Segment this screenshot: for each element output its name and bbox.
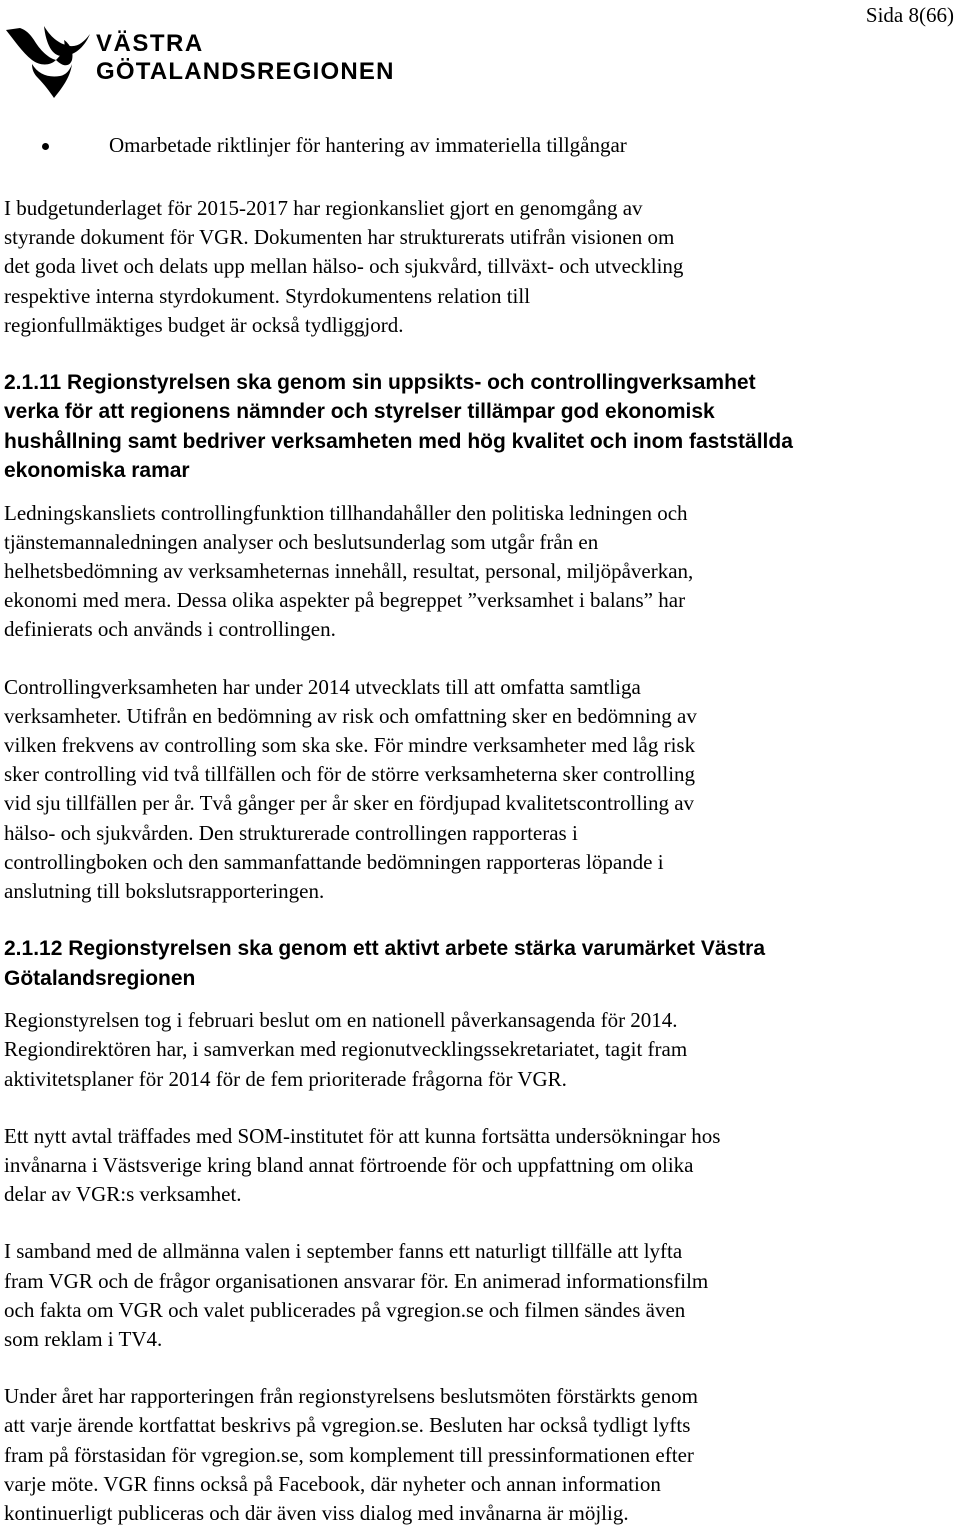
paragraph-budget-underlag: I budgetunderlaget för 2015-2017 har regionkansliet gjort en genomgång av styrande dokument för VGR. Dokumenten har strukturerats utifrån visionen om det goda livet och delats upp mellan hälso- och sjukvård, tillväxt- och utveckling respektive interna styrdokument. Styrdokumentens relation till regionfullmäktiges budget är också tydliggjord. <box>4 196 684 337</box>
paragraph-controllingverksamheten: Controllingverksamheten har under 2014 utvecklats till att omfatta samtliga verksamheter. Utifrån en bedömning av risk och omfattning sker en bedömning av vilken frekvens av controlling som ska ske. För mindre verksamheter med låg risk sker controlling vid två tillfällen och för de större verksamheterna sker controlling vid sju tillfällen per år. Två gånger per år sker en fördjupad kvalitetscontrolling av hälso- och sjukvården. Den strukturerade controllingen rapporteras i controllingboken och den sammanfattande bedömningen rapporteras löpande i anslutning till bokslutsrapporteringen. <box>4 674 697 904</box>
page-number: Sida 8(66) <box>865 3 954 27</box>
logo-line-vastra: VÄSTRA <box>96 30 204 57</box>
paragraph-controllingfunktion: Ledningskansliets controllingfunktion tillhandahåller den politiska ledningen och tjänstemannaledningen analyser och beslutsunderlag som utgår från en helhetsbedömning av verksamheternas innehåll, resultat, personal, miljöpåverkan, ekonomi med mera. Dessa olika aspekter på begreppet ”verksamhet i balans” har definierats och används i controllingen. <box>4 500 694 642</box>
paragraph-allmanna-valen: I samband med de allmänna valen i september fanns ett naturligt tillfälle att lyfta fram VGR och de frågor organisationen ansvarar för. En animerad informationsfilm och fakta om VGR och valet publicerades på vgregion.se och filmen sändes även som reklam i TV4. <box>4 1239 709 1351</box>
organization-logo <box>4 26 395 106</box>
logo-wordmark <box>96 30 395 86</box>
paragraph-som-institutet: Ett nytt avtal träffades med SOM-institutet för att kunna fortsätta undersökningar hos invånarna i Västsverige kring bland annat förtroende för och uppfattning om olika delar av VGR:s verksamhet. <box>4 1123 721 1207</box>
section-heading-2-1-11: 2.1.11 Regionstyrelsen ska genom sin uppsikts- och controllingverksamhet verka för att regionens nämnder och styrelser tillämpar god ekonomisk hushållning samt bedriver verksamheten med hög kvalitet och inom fastställda ekonomiska ramar <box>4 371 793 483</box>
paragraph-paverkansagenda: Regionstyrelsen tog i februari beslut om en nationell påverkansagenda för 2014. Regiondirektören har, i samverkan med regionutvecklingssekretariatet, tagit fram aktivitetsplaner för 2014 för de fem prioriterade frågorna för VGR. <box>4 1008 688 1091</box>
document-body <box>4 131 956 1528</box>
vgr-crown-logo-icon <box>4 26 94 106</box>
logo-line-gotalandsregionen: GÖTALANDSREGIONEN <box>96 58 395 85</box>
list-item <box>4 131 956 160</box>
list-item-text: Omarbetade riktlinjer för hantering av immateriella tillgångar <box>109 133 627 157</box>
section-heading-2-1-12: 2.1.12 Regionstyrelsen ska genom ett aktivt arbete stärka varumärket Västra Götalandsregionen <box>4 937 766 990</box>
bullet-icon <box>42 143 49 150</box>
paragraph-beslutsmoten: Under året har rapporteringen från regionstyrelsens beslutsmöten förstärkts genom att varje ärende kortfattat beskrivs på vgregion.se. Besluten har också tydligt lyfts fram på förstasidan för vgregion.se, som komplement till pressinformationen efter varje möte. VGR finns också på Facebook, där nyheter och annan information kontinuerligt publiceras och där även viss dialog med invånarna är möjlig. <box>4 1384 698 1525</box>
